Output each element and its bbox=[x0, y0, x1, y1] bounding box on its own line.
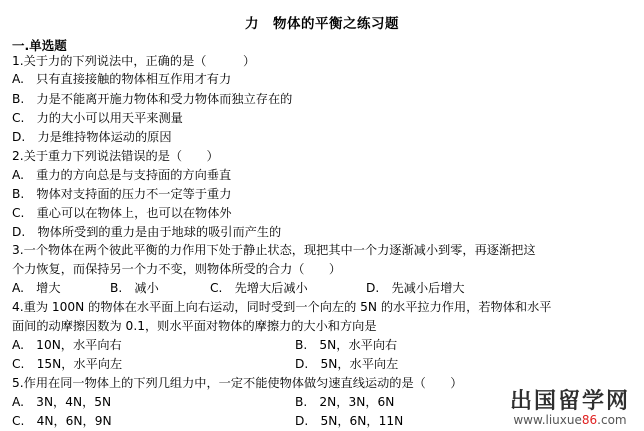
question-4-option-c: C. 15N，水平向左 bbox=[12, 357, 123, 371]
question-2-option-a: A. 重力的方向总是与支持面的方向垂直 bbox=[12, 168, 232, 182]
question-1-stem: 1.关于力的下列说法中，正确的是（ ） bbox=[12, 54, 256, 68]
question-2-option-c: C. 重心可以在物体上，也可以在物体外 bbox=[12, 206, 232, 220]
question-5-option-c: C. 4N，6N，9N bbox=[12, 414, 112, 428]
question-5-option-a: A. 3N，4N，5N bbox=[12, 395, 112, 409]
question-4-stem-line-2: 面间的动摩擦因数为 0.1，则水平面对物体的摩擦力的大小和方向是 bbox=[12, 319, 377, 333]
site-watermark bbox=[502, 390, 638, 427]
question-3-stem-line-1: 3.一个物体在两个彼此平衡的力作用下处于静止状态，现把其中一个力逐渐减小到零，再逐渐把这 bbox=[12, 243, 536, 257]
watermark-url-suffix: .com bbox=[597, 413, 627, 427]
question-3-option-c: C. 先增大后减小 bbox=[210, 281, 308, 295]
question-1-option-c: C. 力的大小可以用天平来测量 bbox=[12, 111, 183, 125]
watermark-url-prefix: www.liuxue bbox=[513, 413, 582, 427]
question-4-option-d: D. 5N，水平向左 bbox=[295, 357, 399, 371]
question-2-option-b: B. 物体对支持面的压力不一定等于重力 bbox=[12, 187, 232, 201]
question-5-stem: 5.作用在同一物体上的下列几组力中，一定不能使物体做匀速直线运动的是（ ） bbox=[12, 376, 463, 390]
section-heading: 一.单选题 bbox=[12, 38, 67, 53]
question-3-option-a: A. 增大 bbox=[12, 281, 61, 295]
question-2-stem: 2.关于重力下列说法错误的是（ ） bbox=[12, 149, 219, 163]
watermark-name: 出国留学网 bbox=[509, 389, 630, 414]
question-1-option-b: B. 力是不能离开施力物体和受力物体而独立存在的 bbox=[12, 92, 293, 106]
question-3-stem-line-2: 个力恢复，而保持另一个力不变，则物体所受的合力（ ） bbox=[12, 262, 342, 276]
page-title: 力 物体的平衡之练习题 bbox=[245, 16, 399, 32]
question-2-option-d: D. 物体所受到的重力是由于地球的吸引而产生的 bbox=[12, 225, 282, 239]
question-1-option-d: D. 力是维持物体运动的原因 bbox=[12, 130, 172, 144]
question-1-option-a: A. 只有直接接触的物体相互作用才有力 bbox=[12, 72, 232, 86]
question-5-option-b: B. 2N，3N，6N bbox=[295, 395, 395, 409]
question-4-option-b: B. 5N，水平向右 bbox=[295, 338, 398, 352]
watermark-url bbox=[502, 414, 638, 427]
question-3-option-b: B. 减小 bbox=[110, 281, 159, 295]
question-4-option-a: A. 10N，水平向右 bbox=[12, 338, 122, 352]
watermark-url-highlight: 86 bbox=[581, 413, 598, 427]
question-3-option-d: D. 先减小后增大 bbox=[366, 281, 465, 295]
question-4-stem-line-1: 4.重为 100N 的物体在水平面上向右运动，同时受到一个向左的 5N 的水平拉力作用，若物体和水平 bbox=[12, 300, 552, 314]
question-5-option-d: D. 5N，6N，11N bbox=[295, 414, 404, 428]
